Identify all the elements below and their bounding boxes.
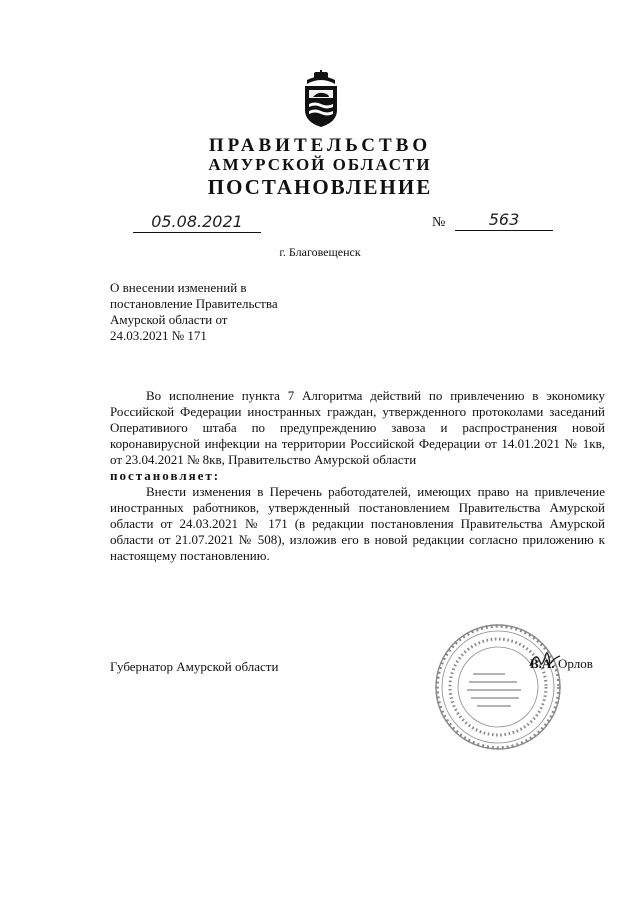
decree-date: 05.08.2021 — [133, 212, 261, 233]
government-name-line2: АМУРСКОЙ ОБЛАСТИ — [208, 155, 432, 174]
decree-body — [110, 388, 605, 564]
document-type-title: ПОСТАНОВЛЕНИЕ — [207, 175, 433, 199]
official-seal-stamp — [433, 622, 563, 752]
city-line: г. Благовещенск — [279, 245, 361, 259]
subject-line: Амурской области от — [110, 312, 228, 327]
decree-number: 563 — [455, 210, 553, 231]
decrees-word: постановляет: — [110, 468, 221, 483]
government-name-line1: ПРАВИТЕЛЬСТВО — [208, 135, 432, 156]
decree-subject — [110, 280, 370, 344]
preamble-paragraph: Во исполнение пункта 7 Алгоритма действий по привлечению в экономику Российской Федерации иностранных граждан, утвержденного протоколами заседаний Оперативиого штаба по предупреждению завоза и распространения новой коронавирусной инфекции на территории Российской Федерации от 14.01.2021 № 1кв, от 23.04.2021 № 8кв, Правительство Амурской области — [110, 388, 605, 467]
signatory-surname: Орлов — [558, 656, 593, 671]
subject-line: 24.03.2021 № 171 — [110, 328, 207, 343]
subject-line: постановление Правительства — [110, 296, 278, 311]
resolution-paragraph: Внести изменения в Перечень работодателей, имеющих право на привлечение иностранных работников, утвержденный постановлением Правительства Амурской области от 24.03.2021 № 171 (в редакции постановления Правительства Амурской области от 21.07.2021 № 508), изложив его в новой редакции согласно приложению к настоящему постановлению. — [110, 484, 605, 563]
signatory-initials: В.А. — [530, 656, 555, 671]
number-sign: № — [432, 215, 446, 230]
subject-line: О внесении изменений в — [110, 280, 247, 295]
signatory-title: Губернатор Амурской области — [110, 659, 279, 674]
coat-of-arms-emblem — [301, 70, 341, 128]
